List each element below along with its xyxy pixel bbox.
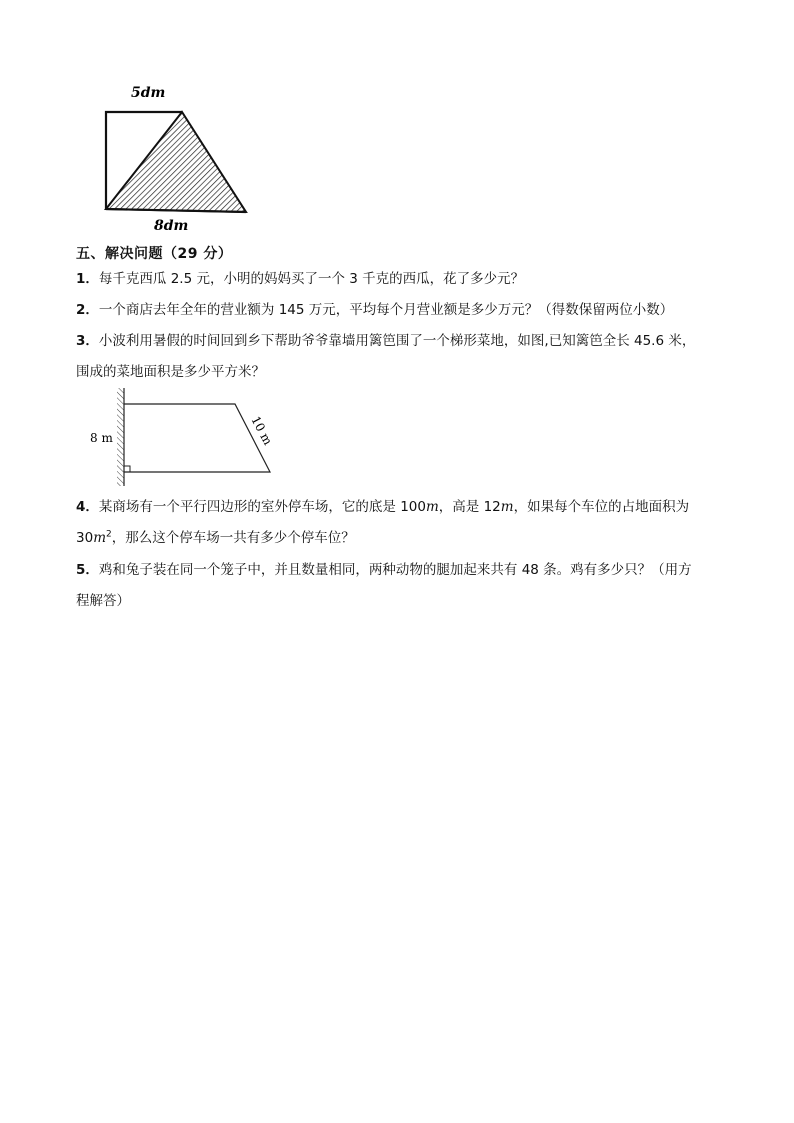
- area-value: 30: [76, 530, 94, 546]
- question-4: [76, 492, 736, 554]
- unit-m: m: [500, 499, 514, 515]
- unit-exponent: 2: [106, 529, 112, 540]
- question-text: 某商场有一个平行四边形的室外停车场，它的底是 100: [98, 499, 426, 515]
- unit-m: m: [425, 499, 439, 515]
- question-text: 鸡和兔子装在同一个笼子中，并且数量相同，两种动物的腿加起来共有 48 条。鸡有多少只？（用方: [98, 562, 692, 578]
- question-3: [76, 326, 736, 388]
- height-label: 8 m: [90, 431, 113, 445]
- figure1-bottom-label: 8dm: [154, 218, 189, 234]
- question-text-cont: 围成的菜地面积是多少平方米？: [76, 364, 265, 380]
- section-title: 五、解决问题（29 分）: [76, 246, 233, 262]
- question-number: 1．: [76, 271, 99, 287]
- question-number: 3．: [76, 333, 99, 349]
- trapezoid-triangle-figure: [98, 78, 258, 238]
- figure1-top-label: 5dm: [131, 85, 166, 101]
- question-2: [76, 295, 736, 326]
- question-number: 5．: [76, 562, 99, 578]
- question-text: ，那么这个停车场一共有多少个停车位？: [111, 530, 355, 546]
- question-text: ，高是 12: [438, 499, 501, 515]
- slant-label: 10 m: [248, 413, 276, 448]
- question-text-cont: 程解答）: [76, 593, 130, 609]
- question-5: [76, 555, 736, 617]
- question-1: [76, 264, 736, 295]
- question-number: 4．: [76, 499, 99, 515]
- question-text: 一个商店去年全年的营业额为 145 万元，平均每个月营业额是多少万元？（得数保留两位小数）: [98, 302, 674, 318]
- question-text: 小波利用暑假的时间回到乡下帮助爷爷靠墙用篱笆围了一个梯形菜地，如图,已知篱笆全长 45.6 米，: [98, 333, 696, 349]
- question-number: 2．: [76, 302, 99, 318]
- question-text: 每千克西瓜 2.5 元，小明的妈妈买了一个 3 千克的西瓜，花了多少元？: [98, 271, 525, 287]
- fence-outline: [124, 404, 270, 472]
- garden-trapezoid-figure: [88, 386, 288, 486]
- unit-m: m: [93, 530, 106, 546]
- wall: [117, 388, 124, 486]
- shaded-triangle: [106, 112, 246, 212]
- question-text: ，如果每个车位的占地面积为: [513, 499, 690, 515]
